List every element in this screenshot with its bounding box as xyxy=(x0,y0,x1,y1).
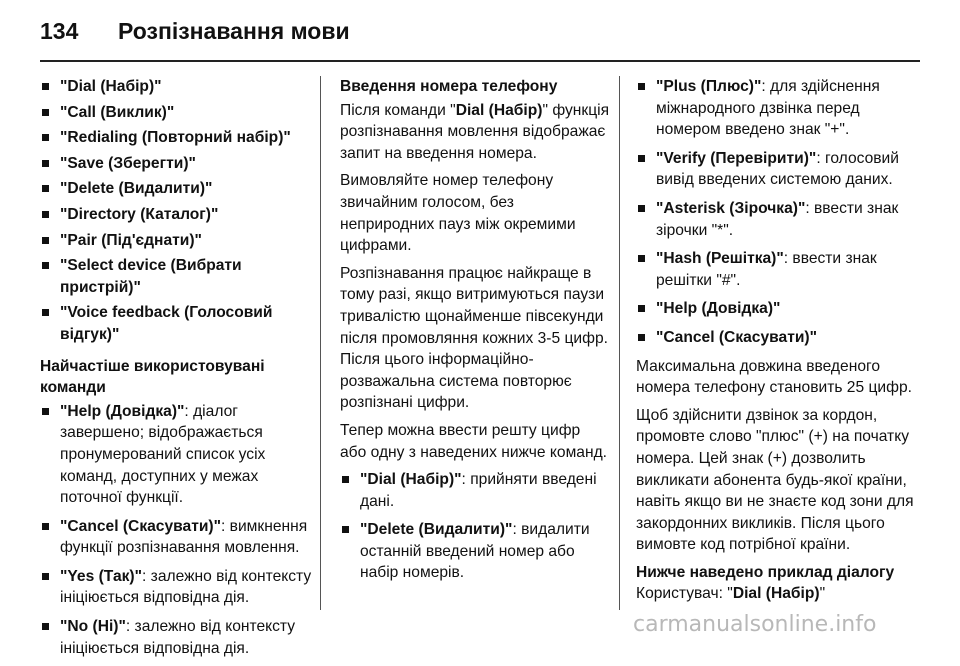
list-item: "Save (Зберегти)" xyxy=(40,153,316,175)
list-item: "Cancel (Скасувати)": вимкнення функції розпізнавання мовлення. xyxy=(40,516,316,559)
list-item: "Yes (Так)": залежно від контексту ініціюється відповідна дія. xyxy=(40,566,316,609)
list-item: "Directory (Каталог)" xyxy=(40,204,316,226)
paragraph: Максимальна довжина введеного номера телефону становить 25 цифр. xyxy=(636,357,912,397)
paragraph: Розпізнавання працює найкраще в тому разі, якщо витримуються паузи тривалістю щонайменше півсекунди після промовляння кожних 3-5 цифр. Після цього інформаційно-розважальна система повторює розпізнані цифри. xyxy=(340,264,608,412)
paragraph: Тепер можна ввести решту цифр або одну з наведених нижче команд. xyxy=(340,421,608,461)
watermark: carmanualsonline.info xyxy=(633,612,877,637)
command-list xyxy=(40,76,316,346)
list-item: "Dial (Набір)" xyxy=(40,76,316,98)
list-item: "Asterisk (Зірочка)": ввести знак зірочки "*". xyxy=(636,198,924,241)
paragraph: Щоб здійснити дзвінок за кордон, промовте слово "плюс" (+) на початку номера. Цей знак (+) дозволить викликати абонента будь-якої країни, навіть якщо ви не знаєте код зони для закордонних викликів. Після цього вимовте код потрібної країни. xyxy=(636,406,914,554)
column-divider xyxy=(619,76,620,610)
section-heading: Нижче наведено приклад діалогу xyxy=(636,563,895,581)
column-divider xyxy=(320,76,321,610)
list-item: "Call (Виклик)" xyxy=(40,102,316,124)
page-title: Розпізнавання мови xyxy=(118,18,350,44)
list-item: "Help (Довідка)" xyxy=(636,298,924,320)
list-item: "Cancel (Скасувати)" xyxy=(636,327,924,349)
section-heading: Найчастіше використовувані команди xyxy=(40,357,265,397)
list-item: "Redialing (Повторний набір)" xyxy=(40,127,316,149)
paragraph: Вимовляйте номер телефону звичайним голосом, без неприродних пауз між окремими цифрами. xyxy=(340,172,576,255)
paragraph: Користувач: "Dial (Набір)" xyxy=(636,585,826,603)
list-item: "Pair (Під'єднати)" xyxy=(40,230,316,252)
list-item: "Hash (Решітка)": ввести знак решітки "#". xyxy=(636,248,924,291)
list-item: "Dial (Набір)": прийняти введені дані. xyxy=(340,469,610,512)
list-item: "Help (Довідка)": діалог завершено; відображається пронумерований список усіх команд, доступних у межах поточної функції. xyxy=(40,401,316,509)
list-item: "Select device (Вибрати пристрій)" xyxy=(40,255,316,298)
command-list xyxy=(636,76,924,349)
list-item: "No (Ні)": залежно від контексту ініціюється відповідна дія. xyxy=(40,616,316,659)
list-item: "Voice feedback (Голосовий відгук)" xyxy=(40,302,316,345)
list-item: "Delete (Видалити)" xyxy=(40,178,316,200)
page-number: 134 xyxy=(40,18,79,44)
command-list xyxy=(340,469,610,584)
paragraph: Після команди "Dial (Набір)" функція розпізнавання мовлення відображає запит на введення номера. xyxy=(340,101,610,162)
list-item: "Delete (Видалити)": видалити останній введений номер або набір номерів. xyxy=(340,519,610,584)
section-heading: Введення номера телефону xyxy=(340,78,558,95)
page-header xyxy=(40,14,920,54)
frequent-command-list xyxy=(40,401,316,660)
list-item: "Verify (Перевірити)": голосовий вивід введених системою даних. xyxy=(636,148,924,191)
header-rule xyxy=(40,60,920,62)
column-3 xyxy=(636,76,924,611)
column-1 xyxy=(40,76,316,666)
column-2 xyxy=(340,76,610,591)
list-item: "Plus (Плюс)": для здійснення міжнародного дзвінка перед номером введено знак "+". xyxy=(636,76,924,141)
